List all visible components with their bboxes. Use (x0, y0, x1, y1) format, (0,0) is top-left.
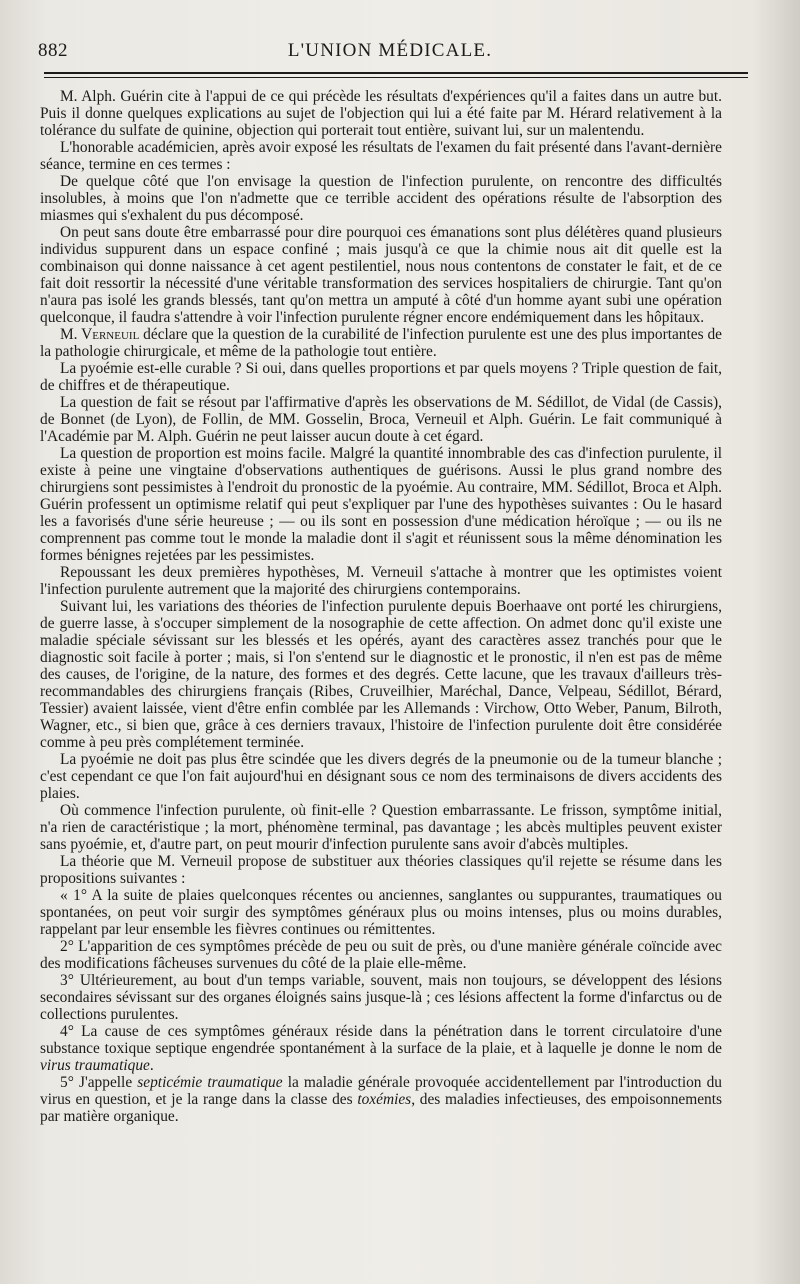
italic-term: virus traumatique (40, 1057, 150, 1074)
paragraph: La pyoémie est-elle curable ? Si oui, dans quelles proportions et par quels moyens ? Triple question de fait, de chiffres et de thérapeutique. (40, 360, 722, 394)
paragraph-text: 4° La cause de ces symptômes généraux réside dans la pénétration dans le torrent circulatoire d'une substance toxique septique engendrée spontanément à la surface de la plaie, et à laquelle je donne le nom de (40, 1023, 722, 1057)
paragraph: Repoussant les deux premières hypothèses, M. Verneuil s'attache à montrer que les optimistes voient l'infection purulente autrement que la majorité des chirurgiens contemporains. (40, 564, 722, 598)
article-body (40, 88, 722, 1125)
paragraph: La théorie que M. Verneuil propose de substituer aux théories classiques qu'il rejette se résume dans les propositions suivantes : (40, 853, 722, 887)
proposition-item: « 1° A la suite de plaies quelconques récentes ou anciennes, sanglantes ou suppurantes, traumatiques ou spontanées, on peut voir surgir des symptômes généraux plus ou moins intenses, plus ou moins durables, rappelant par leur ensemble les fièvres continues ou rémittentes. (40, 887, 722, 938)
italic-term: septicémie traumatique (137, 1074, 283, 1091)
proposition-item: 2° L'apparition de ces symptômes précède de peu ou suit de près, ou d'une manière générale coïncide avec des modifications fâcheuses survenues du côté de la plaie elle-même. (40, 938, 722, 972)
paragraph (40, 326, 722, 360)
paragraph: On peut sans doute être embarrassé pour dire pourquoi ces émanations sont plus délétères quand plusieurs individus suppurent dans un espace confiné ; mais jusqu'à ce que la chimie nous ait dit quelle est la combinaison qui donne naissance à cet agent pestilentiel, nous nous contentons de constater le fait, et de ce fait doit ressortir la nécessité d'une véritable transformation des services hospitaliers de chirurgie. Tant qu'on n'aura pas isolé les grands blessés, tant qu'on mettra un amputé à côté d'un homme ayant subi une opération quelconque, il faudra s'attendre à voir l'infection purulente régner encore endémiquement dans les hôpitaux. (40, 224, 722, 326)
paragraph: La question de proportion est moins facile. Malgré la quantité innombrable des cas d'infection purulente, il existe à peine une vingtaine d'observations authentiques de guérisons. Aussi le plus grand nombre des chirurgiens sont pessimistes à l'endroit du pronostic de la pyoémie. Au contraire, MM. Sédillot, Broca et Alph. Guérin professent un optimisme relatif qui peut s'expliquer par l'une des hypothèses suivantes : Ou le hasard les a favorisés d'une série heureuse ; — ou ils sont en possession d'une médication héroïque ; — ou ils ne comprennent pas comme tout le monde la maladie dont il s'agit et réunissent sous la même dénomination les formes bénignes rejetées par les pessimistes. (40, 445, 722, 564)
paragraph: Où commence l'infection purulente, où finit-elle ? Question embarrassante. Le frisson, symptôme initial, n'a rien de caractéristique ; la mort, phénomène terminal, pas davantage ; les abcès multiples peuvent exister sans pyoémie, et, d'autre part, on peut mourir d'infection purulente sans avoir d'abcès multiples. (40, 802, 722, 853)
page-number: 882 (38, 40, 68, 61)
speaker-name: M. Verneuil (60, 326, 140, 343)
paragraph: L'honorable académicien, après avoir exposé les résultats de l'examen du fait présenté dans l'avant-dernière séance, termine en ces termes : (40, 139, 722, 173)
paragraph-text: , des maladies infectieuses, des empoisonnements par matière organique. (40, 1091, 723, 1125)
paragraph: De quelque côté que l'on envisage la question de l'infection purulente, on rencontre des difficultés insolubles, à moins que l'on n'admette que ce terrible accident des opérations résulte de l'absorption des miasmes qui s'exhalent du pus décomposé. (40, 173, 722, 224)
proposition-item (40, 1074, 722, 1125)
page-header (38, 40, 742, 70)
header-rule-thin (44, 77, 748, 78)
paragraph: La question de fait se résout par l'affirmative d'après les observations de M. Sédillot, de Vidal (de Cassis), de Bonnet (de Lyon), de Follin, de MM. Gosselin, Broca, Verneuil et Alph. Guérin. Le fait communiqué à l'Académie par M. Alph. Guérin ne peut laisser aucun doute à cet égard. (40, 394, 722, 445)
header-rule (44, 72, 748, 74)
paragraph-text: déclare que la question de la curabilité de l'infection purulente est une des plus importantes de la pathologie chirurgicale, et même de la pathologie tout entière. (40, 326, 722, 360)
paragraph: Suivant lui, les variations des théories de l'infection purulente depuis Boerhaave ont porté les chirurgiens, de guerre lasse, à s'occuper simplement de la nosographie de cette affection. On admet donc qu'il existe une maladie spéciale sévissant sur les blessés et les opérés, ayant des caractères assez tranchés pour que le diagnostic soit facile à porter ; mais, si l'on s'entend sur le diagnostic et le pronostic, il n'en est pas de même des causes, de l'origine, de la nature, des formes et des degrés. Cette lacune, que les travaux d'ailleurs très-recommandables des chirurgiens français (Ribes, Cruveilhier, Maréchal, Dance, Velpeau, Sédillot, Bérard, Tessier) avaient laissée, vient d'être enfin comblée par les Allemands : Virchow, Otto Weber, Panum, Bilroth, Wagner, etc., si bien que, grâce à ces derniers travaux, l'histoire de l'infection purulente doit être considérée comme à peu près complétement terminée. (40, 598, 722, 751)
italic-term: toxémies (357, 1091, 412, 1108)
paragraph-text: la maladie générale provoquée accidentellement par l'introduction du virus en question, et je la range dans la classe des (40, 1074, 722, 1108)
proposition-item (40, 1023, 722, 1074)
paragraph-text: 5° J'appelle (60, 1074, 138, 1091)
paragraph-text: . (149, 1057, 154, 1074)
proposition-item: 3° Ultérieurement, au bout d'un temps variable, souvent, mais non toujours, se développent des lésions secondaires sévissant sur des organes éloignés sains jusque-là ; ces lésions affectent la forme d'infarctus ou de collections purulentes. (40, 972, 722, 1023)
running-title: L'UNION MÉDICALE. (287, 40, 493, 61)
paragraph: M. Alph. Guérin cite à l'appui de ce qui précède les résultats d'expériences qu'il a faites dans un autre but. Puis il donne quelques explications au sujet de l'objection qui lui a été faite par M. Hérard relativement à la tolérance du sulfate de quinine, objection qui porterait tout entière, suivant lui, sur un malentendu. (40, 88, 722, 139)
paragraph: La pyoémie ne doit pas plus être scindée que les divers degrés de la pneumonie ou de la tumeur blanche ; c'est cependant ce que l'on fait aujourd'hui en désignant sous ce nom des terminaisons de divers accidents des plaies. (40, 751, 722, 802)
